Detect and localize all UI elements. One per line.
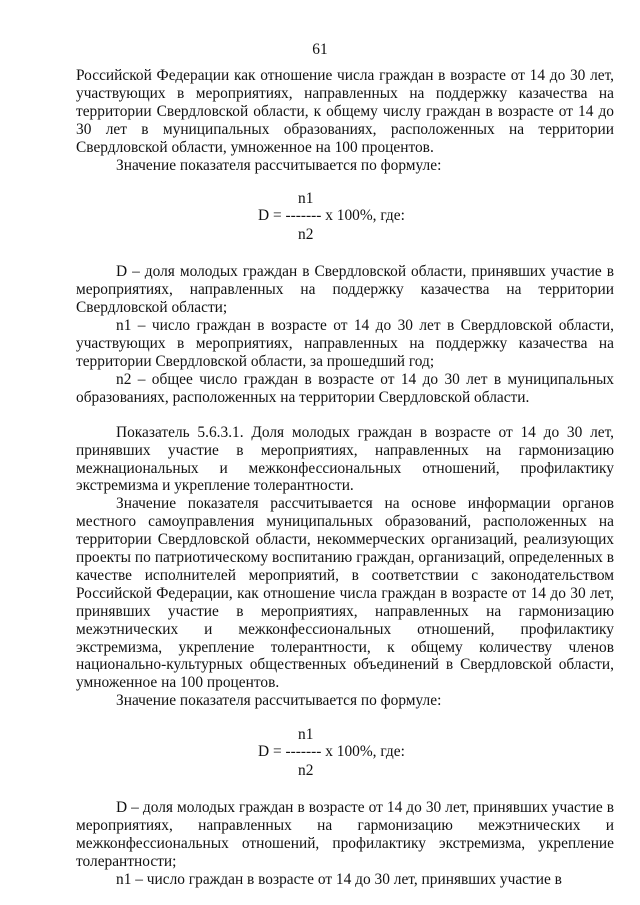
spacer bbox=[76, 782, 614, 799]
paragraph: D – доля молодых граждан в Свердловской области, принявших участие в мероприятиях, направленных на поддержку казачества на территории Свердловской области; bbox=[76, 263, 614, 317]
formula-numerator: n1 bbox=[298, 190, 314, 208]
paragraph: Значение показателя рассчитывается на основе информации органов местного самоуправления муниципальных образований, расположенных на территории Свердловской области, некоммерческих организаций, реализующих проекты по патриотическому воспитанию граждан, организаций, определенных в качестве исполнителей мероприятий, в соответствии с законодательством Российской Федерации, как отношение числа граждан в возрасте от 14 до 30 лет, принявших участие в мероприятиях, направленных на гармонизацию межэтнических и межконфессиональных отношений, профилактику экстремизма, укрепление толерантности, к общему количеству членов национально-культурных общественных объединений в Свердловской области, умноженное на 100 процентов. bbox=[76, 495, 614, 692]
formula bbox=[76, 710, 614, 782]
spacer bbox=[76, 246, 614, 263]
document-body bbox=[76, 67, 614, 889]
formula-denominator: n2 bbox=[298, 762, 314, 780]
paragraph: Показатель 5.6.3.1. Доля молодых граждан в возрасте от 14 до 30 лет, принявших участие в мероприятиях, направленных на гармонизацию межнациональных и межконфессиональных отношений, профилактику экстремизма и укрепление толерантности. bbox=[76, 423, 614, 495]
paragraph: Российской Федерации как отношение числа граждан в возрасте от 14 до 30 лет, участвующих в мероприятиях, направленных на поддержку казачества на территории Свердловской области, к общему числу граждан в возрасте от 14 до 30 лет в муниципальных образованиях, расположенных на территории Свердловской области, умноженное на 100 процентов. bbox=[76, 67, 614, 156]
formula-line: D = ------- x 100%, где: bbox=[258, 207, 405, 225]
spacer bbox=[76, 407, 614, 424]
paragraph: D – доля молодых граждан в возрасте от 14 до 30 лет, принявших участие в мероприятиях, направленных на гармонизацию межэтнических и межконфессиональных отношений, профилактику экстремизма, укрепление толерантности; bbox=[76, 799, 614, 870]
formula-numerator: n1 bbox=[298, 726, 314, 744]
formula bbox=[76, 174, 614, 246]
page-number: 61 bbox=[312, 41, 328, 58]
paragraph: n1 – число граждан в возрасте от 14 до 30 лет, принявших участие в bbox=[116, 870, 562, 888]
paragraph: Значение показателя рассчитывается по формуле: bbox=[116, 692, 442, 710]
formula-denominator: n2 bbox=[298, 226, 314, 244]
formula-line: D = ------- x 100%, где: bbox=[258, 743, 405, 761]
paragraph: n2 – общее число граждан в возрасте от 14 до 30 лет в муниципальных образованиях, расположенных на территории Свердловской области. bbox=[76, 370, 614, 406]
paragraph: Значение показателя рассчитывается по формуле: bbox=[116, 156, 442, 174]
paragraph: n1 – число граждан в возрасте от 14 до 30 лет в Свердловской области, участвующих в мероприятиях, направленных на поддержку казачества на территории Свердловской области, за прошедший год; bbox=[76, 317, 614, 370]
